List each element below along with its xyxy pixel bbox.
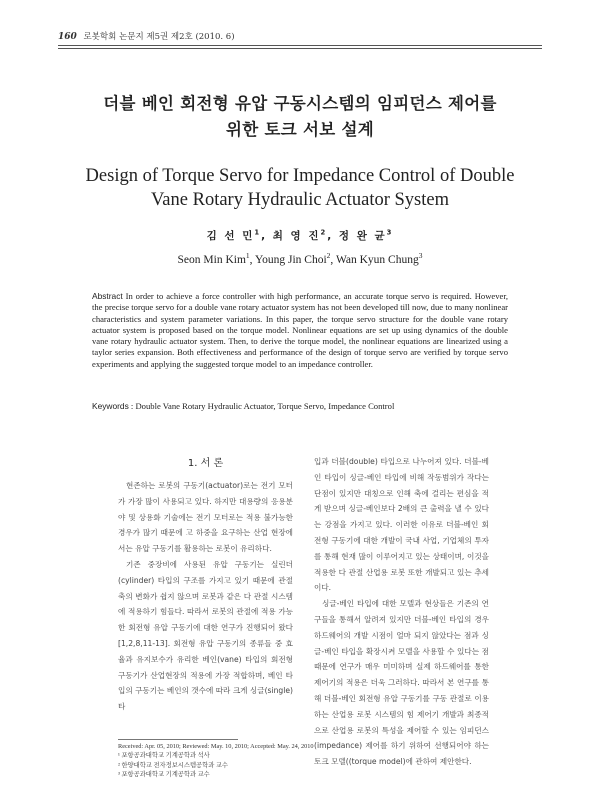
footnotes: [118, 742, 358, 779]
section-heading: 1. 서 론: [187, 458, 224, 469]
author-separator: ,: [330, 254, 336, 266]
affiliation-footnote: ¹ 포항공과대학교 기계공학과 석사: [118, 752, 210, 760]
keywords-text: : Double Vane Rotary Hydraulic Actuator, Torque Servo, Impedance Control: [128, 401, 395, 411]
author-separator: ,: [249, 254, 255, 266]
keywords: [92, 401, 508, 411]
affiliation-mark: 3: [386, 228, 394, 237]
english-authors: [40, 251, 560, 266]
korean-authors: [40, 228, 560, 243]
body-paragraph: 현존하는 로봇의 구동기(actuator)로는 전기 모터가 가장 많이 사용되고 있다. 하지만 대용량의 응용분야 및 상용화 기술에는 전기 모터로는 적용 불가능한 경우가 많기 때문에 고 하중을 요구하는 산업 현장에서는 유압 구동기를 활용하는 로봇이 유리하다.: [118, 481, 293, 554]
abstract-label: Abstract: [92, 291, 123, 301]
footnote-rule: [118, 739, 238, 740]
abstract: [92, 291, 508, 370]
affiliation-mark: 1: [245, 251, 250, 261]
english-title-line-2: Vane Rotary Hydraulic Actuator System: [151, 190, 449, 210]
header-rule-top: [58, 45, 542, 46]
abstract-text: In order to achieve a force controller with high performance, an accurate torque servo is required. However, the precise torque servo for a double vane rotary actuator system has not been developed till now, due to many nonlinear characteristics and system parameter variations. In this paper, the torque servo structure for the double vane rotary actuator system is proposed based on the torque model. Nonlinear equations are set up using dynamics of the double vane rotary hydraulic actuator system. Then, to derive the torque model, the nonlinear equations are linearized using a taylor series expansion. Both effectiveness and performance of the design of torque servo are verified by torque servo experiments and applying the suggested torque model to an impedance controller.: [92, 291, 508, 369]
left-column: [118, 478, 293, 715]
right-column: [314, 454, 489, 770]
english-title: [40, 164, 560, 212]
author-name: Young Jin Choi: [254, 254, 327, 266]
affiliation-footnote: ² 한양대학교 전자정보시스템공학과 교수: [118, 761, 229, 769]
header-rule-bottom: [58, 48, 542, 49]
affiliation-mark: 2: [320, 228, 328, 237]
body-paragraph: 기존 중장비에 사용된 유압 구동기는 실린더(cylinder) 타입의 구조를 가지고 있기 때문에 관절 축의 변화가 쉽지 않으며 로봇과 같은 다 관절 시스템에 적용하기 힘들다. 따라서 로봇의 관절에 적용 가능한 회전형 유압 구동기에 대한 연구가 진행되어 왔다[1,2,8,11-13]. 회전형 유압 구동기의 종류들 중 효율과 유지보수가 유리한 베인(vane) 타입의 회전형 구동기가 산업현장의 적용에 가장 적합하며, 베인 타입의 구동기는 베인의 갯수에 따라 크게 싱글(single) 타: [118, 559, 293, 712]
affiliation-footnote: ³ 포항공과대학교 기계공학과 교수: [118, 770, 210, 778]
author-name: Seon Min Kim: [177, 254, 246, 266]
journal-info: 로봇학회 논문지 제5권 제2호 (2010. 6): [83, 32, 235, 42]
running-header: [58, 30, 235, 42]
affiliation-mark: 3: [418, 251, 423, 261]
korean-title-line-2: 위한 토크 서보 설계: [225, 120, 375, 139]
body-paragraph: 싱글-베인 타입에 대한 모델과 현상들은 기존의 연구들을 통해서 알려져 있지만 더블-베인 타입의 경우 하드웨어의 개발 시점이 얼마 되지 않았다는 점과 싱글-베인 타입을 확장시켜 모델을 사용할 수 있다는 점 때문에 연구가 매우 미미하며 실제 하드웨어를 통한 제어기의 적용은 더욱 그러하다. 따라서 본 연구를 통해 더블-베인 회전형 유압 구동기를 구동 관절로 이용하는 산업용 로봇 시스템의 힘 제어기 개발과 최종적으로 산업용 로봇의 특성을 제어할 수 있는 임피던스(impedance) 제어를 하기 위하여 선행되어야 하는 토크 모델((torque model)에 관하여 제안한다.: [314, 599, 489, 767]
affiliation-mark: 2: [326, 251, 331, 261]
author-separator: ,: [327, 230, 339, 242]
affiliation-mark: 1: [254, 228, 262, 237]
author-name: Wan Kyun Chung: [335, 254, 419, 266]
page-number: 160: [58, 32, 77, 42]
body-paragraph: 입과 더블(double) 타입으로 나누어져 있다. 더블-베인 타입이 싱글-베인 타입에 비해 작동범위가 작다는 단점이 있지만 대칭으로 인해 축에 걸리는 편심을 적게 받으며 싱글-베인보다 2배의 큰 출력을 낼 수 있다는 강점을 가지고 있다. 이러한 이유로 더블-베인 회전형 구동기에 대한 개발이 국내 사업, 기업체의 투자를 통해 현재 많이 이루어지고 있는 상태이며, 이것을 적용한 다 관절 산업용 로봇 또한 개발되고 있는 추세이다.: [314, 457, 489, 593]
keywords-label: Keywords: [92, 401, 129, 411]
korean-title: [40, 91, 560, 143]
korean-title-line-1: 더블 베인 회전형 유압 구동시스템의 임피던스 제어를: [103, 94, 497, 113]
author-name: 정 완 균: [338, 230, 387, 242]
author-name: 최 영 진: [272, 230, 321, 242]
author-separator: ,: [261, 230, 273, 242]
author-name: 김 선 민: [206, 230, 255, 242]
received-dates: Received: Apr. 05, 2010; Reviewed: May. 10, 2010; Accepted: May. 24, 2010: [118, 743, 314, 750]
english-title-line-1: Design of Torque Servo for Impedance Control of Double: [85, 166, 515, 186]
